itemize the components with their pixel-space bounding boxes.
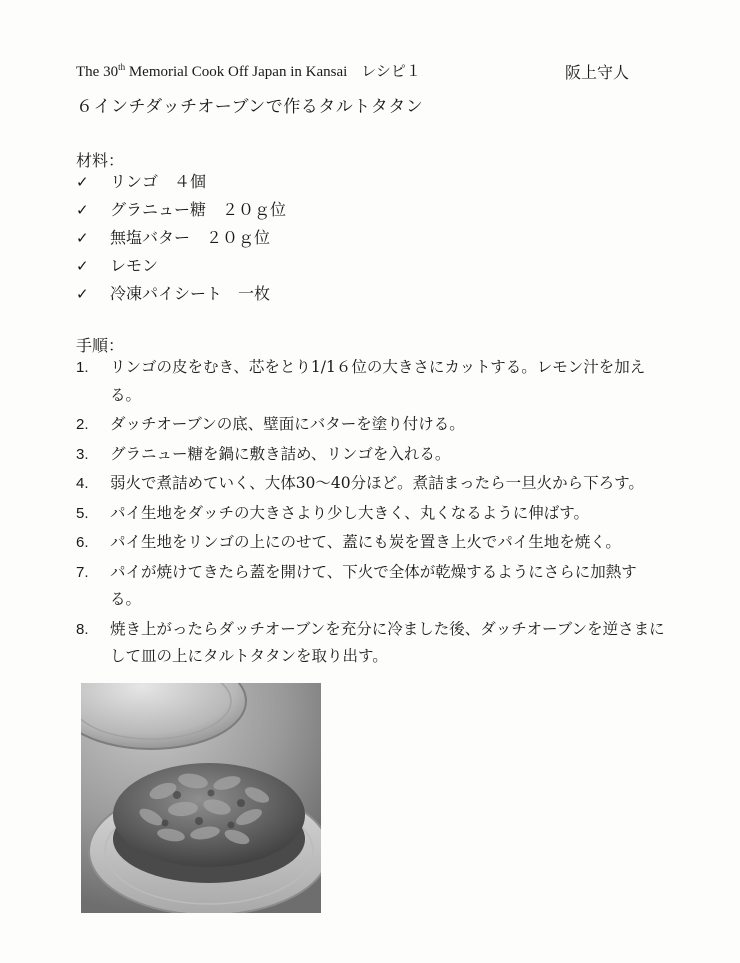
step-number: 7. [76,563,89,581]
check-icon: ✓ [76,285,89,303]
step-text: パイが焼けてきたら蓋を開けて、下火で全体が乾燥するようにさらに加熱する。 [110,562,637,608]
step-item [76,441,666,469]
ingredients-list [76,168,676,308]
event-title [76,64,347,80]
event-title-suffix: Memorial Cook Off Japan in Kansai [125,64,348,80]
step-number: 8. [76,620,89,638]
step-item [76,470,666,498]
step-item [76,411,666,439]
step-item [76,616,666,671]
step-number: 2. [76,416,89,433]
event-title-superscript: th [118,62,126,72]
step-item [76,559,666,614]
steps-heading: 手順： [76,336,125,355]
check-icon: ✓ [76,201,89,219]
check-icon: ✓ [76,173,89,191]
ingredient-text: レモン [110,256,159,275]
step-item [76,354,666,409]
ingredients-heading: 材料： [76,151,125,170]
ingredient-item [76,224,676,252]
step-item [76,529,666,557]
ingredient-text: 冷凍パイシート 一枚 [110,284,271,303]
author-name: 阪上守人 [565,63,630,82]
ingredient-item [76,196,676,224]
ingredient-item [76,252,676,280]
step-number: 3. [76,445,89,463]
check-icon: ✓ [76,257,89,275]
step-text: グラニュー糖を鍋に敷き詰め、リンゴを入れる。 [110,444,451,463]
ingredient-item [76,168,676,196]
recipe-number: レシピ１ [361,62,421,80]
step-text: パイ生地をダッチの大きさより少し大きく、丸くなるように伸ばす。 [110,503,589,522]
ingredient-item [76,280,676,308]
step-text: リンゴの皮をむき、芯をとり1/1６位の大きさにカットする。レモン汁を加える。 [110,358,646,404]
step-number: 1. [76,359,89,376]
steps-list [76,354,666,673]
step-number: 4. [76,475,89,492]
ingredient-text: リンゴ ４個 [110,172,207,191]
step-number: 6. [76,534,89,551]
tarte-tatin-photo [81,683,321,913]
recipe-title: ６インチダッチオーブンで作るタルトタタン [76,97,424,117]
step-text: ダッチオーブンの底、壁面にバターを塗り付ける。 [110,415,465,433]
step-text: 弱火で煮詰めていく、大体30～40分ほど。煮詰まったら一旦火から下ろす。 [110,474,644,492]
event-title-prefix: The 30 [76,64,119,80]
check-icon: ✓ [76,229,89,247]
step-text: 焼き上がったらダッチオーブンを充分に冷ました後、ダッチオーブンを逆さまにして皿の上にタルトタタンを取り出す。 [110,619,665,665]
step-item [76,500,666,528]
ingredient-text: グラニュー糖 ２０ｇ位 [110,200,287,219]
step-number: 5. [76,504,89,522]
ingredient-text: 無塩バター ２０ｇ位 [110,228,271,247]
tarte-tatin-photo-graphic [81,683,321,913]
step-text: パイ生地をリンゴの上にのせて、蓋にも炭を置き上火でパイ生地を焼く。 [110,533,621,551]
